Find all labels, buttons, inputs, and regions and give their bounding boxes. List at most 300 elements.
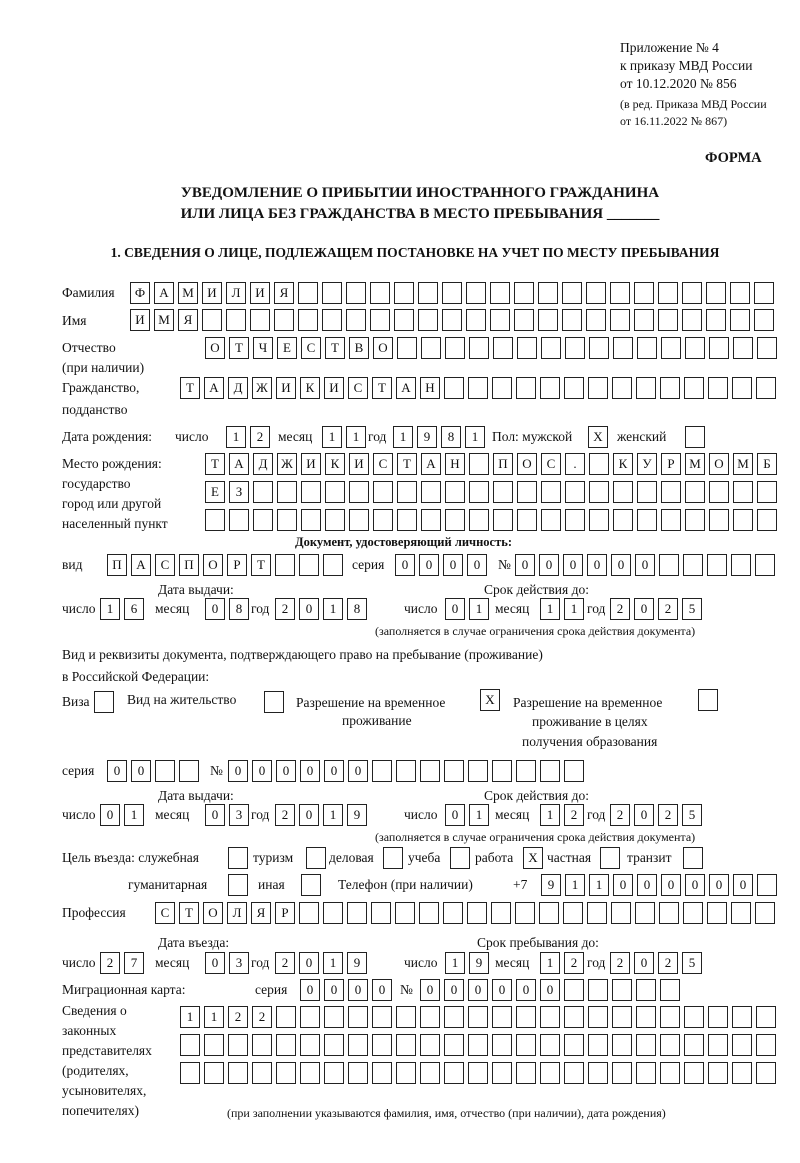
char-cell[interactable] — [492, 1006, 512, 1028]
char-cell[interactable] — [324, 1034, 344, 1056]
char-cell[interactable]: 2 — [275, 598, 295, 620]
char-cell[interactable]: 1 — [465, 426, 485, 448]
char-cell[interactable] — [660, 979, 680, 1001]
char-cell[interactable]: Л — [226, 282, 246, 304]
char-cell[interactable] — [466, 309, 486, 331]
char-cell[interactable] — [709, 337, 729, 359]
checkbox-cell[interactable] — [383, 847, 403, 869]
char-cell[interactable] — [636, 377, 656, 399]
char-cell[interactable] — [469, 453, 489, 475]
right-number-field[interactable] — [228, 760, 584, 782]
char-cell[interactable]: О — [373, 337, 393, 359]
char-cell[interactable] — [397, 337, 417, 359]
char-cell[interactable]: 0 — [685, 874, 705, 896]
char-cell[interactable]: 0 — [131, 760, 151, 782]
char-cell[interactable] — [708, 1062, 728, 1084]
char-cell[interactable] — [490, 282, 510, 304]
char-cell[interactable]: 2 — [564, 952, 584, 974]
doc-issue-month[interactable] — [205, 598, 249, 620]
char-cell[interactable] — [250, 309, 270, 331]
char-cell[interactable] — [348, 1062, 368, 1084]
char-cell[interactable]: Т — [180, 377, 200, 399]
char-cell[interactable] — [565, 481, 585, 503]
char-cell[interactable] — [757, 337, 777, 359]
char-cell[interactable] — [346, 282, 366, 304]
char-cell[interactable] — [706, 282, 726, 304]
purpose-work-checkbox[interactable] — [523, 847, 543, 869]
migration-card-series[interactable] — [300, 979, 392, 1001]
char-cell[interactable]: 5 — [682, 804, 702, 826]
char-cell[interactable]: Е — [277, 337, 297, 359]
char-cell[interactable] — [298, 282, 318, 304]
char-cell[interactable]: 0 — [348, 760, 368, 782]
char-cell[interactable]: 0 — [611, 554, 631, 576]
char-cell[interactable]: Я — [274, 282, 294, 304]
char-cell[interactable] — [637, 509, 657, 531]
char-cell[interactable] — [588, 377, 608, 399]
char-cell[interactable]: 3 — [229, 804, 249, 826]
char-cell[interactable]: 1 — [124, 804, 144, 826]
char-cell[interactable] — [660, 377, 680, 399]
char-cell[interactable] — [395, 902, 415, 924]
char-cell[interactable] — [661, 337, 681, 359]
char-cell[interactable]: 2 — [610, 952, 630, 974]
char-cell[interactable] — [661, 509, 681, 531]
char-cell[interactable] — [564, 1034, 584, 1056]
char-cell[interactable] — [444, 1062, 464, 1084]
birth-month-field[interactable] — [322, 426, 366, 448]
birthplace-field-1[interactable] — [205, 453, 777, 475]
checkbox-cell[interactable] — [228, 874, 248, 896]
char-cell[interactable] — [202, 309, 222, 331]
char-cell[interactable]: 2 — [610, 598, 630, 620]
char-cell[interactable] — [564, 979, 584, 1001]
char-cell[interactable] — [205, 509, 225, 531]
char-cell[interactable] — [660, 1006, 680, 1028]
char-cell[interactable] — [707, 902, 727, 924]
char-cell[interactable] — [492, 760, 512, 782]
char-cell[interactable] — [180, 1062, 200, 1084]
char-cell[interactable]: 0 — [634, 598, 654, 620]
char-cell[interactable] — [589, 481, 609, 503]
char-cell[interactable] — [658, 309, 678, 331]
char-cell[interactable] — [466, 282, 486, 304]
char-cell[interactable] — [755, 902, 775, 924]
residence-permit-checkbox[interactable] — [264, 691, 284, 713]
char-cell[interactable] — [252, 1034, 272, 1056]
char-cell[interactable] — [732, 1062, 752, 1084]
right-valid-day[interactable] — [445, 804, 489, 826]
char-cell[interactable]: О — [203, 554, 223, 576]
char-cell[interactable] — [538, 309, 558, 331]
char-cell[interactable] — [493, 481, 513, 503]
doc-series-field[interactable] — [395, 554, 487, 576]
char-cell[interactable] — [611, 902, 631, 924]
char-cell[interactable]: . — [565, 453, 585, 475]
char-cell[interactable] — [659, 902, 679, 924]
char-cell[interactable] — [226, 309, 246, 331]
char-cell[interactable]: 0 — [613, 874, 633, 896]
char-cell[interactable] — [586, 309, 606, 331]
char-cell[interactable]: 1 — [323, 952, 343, 974]
char-cell[interactable]: 0 — [348, 979, 368, 1001]
right-valid-month[interactable] — [540, 804, 584, 826]
char-cell[interactable]: Т — [251, 554, 271, 576]
char-cell[interactable] — [418, 309, 438, 331]
char-cell[interactable] — [612, 1006, 632, 1028]
char-cell[interactable]: 2 — [275, 952, 295, 974]
char-cell[interactable] — [517, 337, 537, 359]
char-cell[interactable] — [588, 1006, 608, 1028]
char-cell[interactable] — [396, 1006, 416, 1028]
doc-issue-year[interactable] — [275, 598, 367, 620]
char-cell[interactable] — [468, 1006, 488, 1028]
char-cell[interactable]: 1 — [100, 598, 120, 620]
char-cell[interactable]: 2 — [610, 804, 630, 826]
citizenship-field[interactable] — [180, 377, 776, 399]
char-cell[interactable] — [348, 1006, 368, 1028]
char-cell[interactable]: 2 — [564, 804, 584, 826]
char-cell[interactable] — [372, 1006, 392, 1028]
char-cell[interactable] — [685, 337, 705, 359]
char-cell[interactable]: А — [154, 282, 174, 304]
phone-field[interactable] — [541, 874, 777, 896]
char-cell[interactable] — [276, 1062, 296, 1084]
checkbox-cell[interactable] — [685, 426, 705, 448]
char-cell[interactable] — [516, 377, 536, 399]
char-cell[interactable] — [732, 1006, 752, 1028]
char-cell[interactable]: 1 — [204, 1006, 224, 1028]
char-cell[interactable]: Т — [229, 337, 249, 359]
char-cell[interactable] — [396, 1062, 416, 1084]
purpose-humanitarian-checkbox[interactable] — [228, 874, 248, 896]
purpose-tourism-checkbox[interactable] — [306, 847, 326, 869]
char-cell[interactable]: А — [229, 453, 249, 475]
char-cell[interactable] — [708, 377, 728, 399]
char-cell[interactable] — [730, 282, 750, 304]
char-cell[interactable]: 1 — [540, 598, 560, 620]
char-cell[interactable] — [323, 902, 343, 924]
char-cell[interactable]: 3 — [229, 952, 249, 974]
char-cell[interactable] — [394, 282, 414, 304]
char-cell[interactable]: О — [709, 453, 729, 475]
char-cell[interactable]: 0 — [395, 554, 415, 576]
char-cell[interactable] — [396, 760, 416, 782]
char-cell[interactable] — [445, 509, 465, 531]
char-cell[interactable] — [637, 337, 657, 359]
char-cell[interactable] — [348, 1034, 368, 1056]
char-cell[interactable] — [540, 1006, 560, 1028]
char-cell[interactable]: М — [154, 309, 174, 331]
char-cell[interactable] — [469, 509, 489, 531]
char-cell[interactable]: 0 — [228, 760, 248, 782]
char-cell[interactable]: Т — [205, 453, 225, 475]
char-cell[interactable] — [420, 760, 440, 782]
char-cell[interactable] — [322, 309, 342, 331]
birthplace-field-2[interactable] — [205, 481, 777, 503]
char-cell[interactable] — [372, 1034, 392, 1056]
char-cell[interactable]: 2 — [658, 598, 678, 620]
char-cell[interactable] — [469, 481, 489, 503]
char-cell[interactable] — [685, 481, 705, 503]
stay-day[interactable] — [445, 952, 489, 974]
char-cell[interactable] — [613, 509, 633, 531]
char-cell[interactable]: С — [301, 337, 321, 359]
representatives-field-1[interactable] — [180, 1006, 776, 1028]
char-cell[interactable]: 1 — [469, 804, 489, 826]
char-cell[interactable]: 1 — [540, 952, 560, 974]
char-cell[interactable]: И — [349, 453, 369, 475]
char-cell[interactable] — [733, 481, 753, 503]
char-cell[interactable] — [349, 509, 369, 531]
purpose-official-checkbox[interactable] — [228, 847, 248, 869]
char-cell[interactable]: 1 — [346, 426, 366, 448]
char-cell[interactable] — [445, 481, 465, 503]
char-cell[interactable] — [252, 1062, 272, 1084]
char-cell[interactable]: Л — [227, 902, 247, 924]
char-cell[interactable] — [491, 902, 511, 924]
char-cell[interactable] — [516, 1006, 536, 1028]
doc-kind-field[interactable] — [107, 554, 343, 576]
doc-valid-year[interactable] — [610, 598, 702, 620]
right-issue-year[interactable] — [275, 804, 367, 826]
char-cell[interactable] — [684, 1034, 704, 1056]
char-cell[interactable] — [444, 760, 464, 782]
char-cell[interactable] — [325, 509, 345, 531]
char-cell[interactable]: 1 — [180, 1006, 200, 1028]
char-cell[interactable]: 0 — [539, 554, 559, 576]
char-cell[interactable]: 1 — [323, 804, 343, 826]
checkbox-cell[interactable] — [228, 847, 248, 869]
char-cell[interactable] — [301, 481, 321, 503]
char-cell[interactable]: И — [301, 453, 321, 475]
char-cell[interactable]: 1 — [540, 804, 560, 826]
char-cell[interactable] — [610, 282, 630, 304]
char-cell[interactable]: Я — [251, 902, 271, 924]
char-cell[interactable] — [709, 509, 729, 531]
char-cell[interactable]: Д — [253, 453, 273, 475]
char-cell[interactable] — [300, 1006, 320, 1028]
char-cell[interactable] — [228, 1062, 248, 1084]
char-cell[interactable] — [732, 1034, 752, 1056]
char-cell[interactable]: 0 — [540, 979, 560, 1001]
char-cell[interactable] — [516, 760, 536, 782]
char-cell[interactable]: 0 — [420, 979, 440, 1001]
char-cell[interactable]: П — [179, 554, 199, 576]
char-cell[interactable] — [539, 902, 559, 924]
char-cell[interactable]: 9 — [347, 804, 367, 826]
char-cell[interactable]: Д — [228, 377, 248, 399]
checkbox-cell[interactable]: X — [523, 847, 543, 869]
char-cell[interactable] — [610, 309, 630, 331]
name-field[interactable] — [130, 309, 774, 331]
birthplace-field-3[interactable] — [205, 509, 777, 531]
char-cell[interactable] — [612, 1062, 632, 1084]
char-cell[interactable] — [370, 282, 390, 304]
char-cell[interactable] — [468, 377, 488, 399]
char-cell[interactable]: 1 — [226, 426, 246, 448]
char-cell[interactable] — [277, 481, 297, 503]
char-cell[interactable] — [275, 554, 295, 576]
entry-year[interactable] — [275, 952, 367, 974]
char-cell[interactable]: А — [204, 377, 224, 399]
char-cell[interactable] — [420, 1062, 440, 1084]
char-cell[interactable] — [540, 1062, 560, 1084]
char-cell[interactable]: Р — [661, 453, 681, 475]
patronymic-field[interactable] — [205, 337, 777, 359]
char-cell[interactable] — [709, 481, 729, 503]
checkbox-cell[interactable] — [698, 689, 718, 711]
char-cell[interactable]: А — [421, 453, 441, 475]
char-cell[interactable]: М — [733, 453, 753, 475]
char-cell[interactable]: 0 — [419, 554, 439, 576]
char-cell[interactable] — [682, 282, 702, 304]
char-cell[interactable]: 0 — [587, 554, 607, 576]
char-cell[interactable] — [541, 509, 561, 531]
char-cell[interactable]: П — [107, 554, 127, 576]
char-cell[interactable] — [634, 282, 654, 304]
char-cell[interactable] — [442, 282, 462, 304]
char-cell[interactable]: Н — [420, 377, 440, 399]
char-cell[interactable] — [564, 1006, 584, 1028]
purpose-study-checkbox[interactable] — [450, 847, 470, 869]
doc-valid-day[interactable] — [445, 598, 489, 620]
char-cell[interactable]: С — [155, 554, 175, 576]
char-cell[interactable] — [636, 1006, 656, 1028]
char-cell[interactable]: 6 — [124, 598, 144, 620]
char-cell[interactable] — [636, 1062, 656, 1084]
char-cell[interactable] — [636, 1034, 656, 1056]
char-cell[interactable]: 0 — [445, 804, 465, 826]
char-cell[interactable]: 9 — [347, 952, 367, 974]
char-cell[interactable] — [372, 760, 392, 782]
char-cell[interactable] — [683, 554, 703, 576]
right-issue-month[interactable] — [205, 804, 249, 826]
char-cell[interactable] — [180, 1034, 200, 1056]
char-cell[interactable] — [346, 309, 366, 331]
char-cell[interactable] — [538, 282, 558, 304]
representatives-field-2[interactable] — [180, 1034, 776, 1056]
char-cell[interactable] — [754, 282, 774, 304]
char-cell[interactable] — [562, 282, 582, 304]
char-cell[interactable] — [420, 1034, 440, 1056]
char-cell[interactable]: К — [325, 453, 345, 475]
char-cell[interactable] — [588, 1034, 608, 1056]
char-cell[interactable]: У — [637, 453, 657, 475]
char-cell[interactable]: 0 — [635, 554, 655, 576]
char-cell[interactable] — [253, 481, 273, 503]
checkbox-cell[interactable] — [264, 691, 284, 713]
right-issue-day[interactable] — [100, 804, 144, 826]
char-cell[interactable] — [612, 377, 632, 399]
char-cell[interactable]: 2 — [658, 952, 678, 974]
char-cell[interactable]: 0 — [372, 979, 392, 1001]
char-cell[interactable] — [612, 979, 632, 1001]
char-cell[interactable]: Ч — [253, 337, 273, 359]
char-cell[interactable]: 1 — [589, 874, 609, 896]
char-cell[interactable]: 2 — [275, 804, 295, 826]
char-cell[interactable] — [564, 1062, 584, 1084]
char-cell[interactable]: 2 — [250, 426, 270, 448]
char-cell[interactable] — [349, 481, 369, 503]
char-cell[interactable] — [586, 282, 606, 304]
char-cell[interactable]: Б — [757, 453, 777, 475]
char-cell[interactable] — [587, 902, 607, 924]
char-cell[interactable] — [706, 309, 726, 331]
char-cell[interactable] — [276, 1006, 296, 1028]
char-cell[interactable]: 0 — [637, 874, 657, 896]
char-cell[interactable] — [732, 377, 752, 399]
char-cell[interactable] — [468, 760, 488, 782]
char-cell[interactable]: Т — [372, 377, 392, 399]
char-cell[interactable]: 1 — [445, 952, 465, 974]
char-cell[interactable]: 8 — [229, 598, 249, 620]
char-cell[interactable] — [467, 902, 487, 924]
birth-day-field[interactable] — [226, 426, 270, 448]
char-cell[interactable] — [707, 554, 727, 576]
char-cell[interactable] — [733, 337, 753, 359]
char-cell[interactable] — [660, 1034, 680, 1056]
char-cell[interactable]: С — [348, 377, 368, 399]
char-cell[interactable] — [540, 760, 560, 782]
char-cell[interactable]: И — [324, 377, 344, 399]
char-cell[interactable]: 8 — [441, 426, 461, 448]
right-series-field[interactable] — [107, 760, 199, 782]
char-cell[interactable] — [347, 902, 367, 924]
char-cell[interactable] — [155, 760, 175, 782]
char-cell[interactable]: 0 — [516, 979, 536, 1001]
char-cell[interactable] — [565, 337, 585, 359]
char-cell[interactable] — [613, 481, 633, 503]
char-cell[interactable] — [301, 509, 321, 531]
char-cell[interactable] — [517, 481, 537, 503]
char-cell[interactable]: 0 — [445, 598, 465, 620]
profession-field[interactable] — [155, 902, 775, 924]
birth-year-field[interactable] — [393, 426, 485, 448]
char-cell[interactable] — [421, 481, 441, 503]
char-cell[interactable] — [517, 509, 537, 531]
char-cell[interactable] — [659, 554, 679, 576]
char-cell[interactable]: М — [685, 453, 705, 475]
char-cell[interactable] — [493, 509, 513, 531]
char-cell[interactable]: 0 — [492, 979, 512, 1001]
doc-number-field[interactable] — [515, 554, 775, 576]
char-cell[interactable] — [490, 309, 510, 331]
char-cell[interactable] — [730, 309, 750, 331]
char-cell[interactable]: О — [205, 337, 225, 359]
char-cell[interactable] — [324, 1006, 344, 1028]
char-cell[interactable] — [444, 1006, 464, 1028]
char-cell[interactable] — [685, 509, 705, 531]
char-cell[interactable] — [373, 481, 393, 503]
checkbox-cell[interactable] — [600, 847, 620, 869]
char-cell[interactable] — [754, 309, 774, 331]
char-cell[interactable] — [613, 337, 633, 359]
char-cell[interactable] — [445, 337, 465, 359]
char-cell[interactable] — [708, 1006, 728, 1028]
char-cell[interactable] — [179, 760, 199, 782]
char-cell[interactable] — [757, 509, 777, 531]
char-cell[interactable]: 7 — [124, 952, 144, 974]
char-cell[interactable] — [274, 309, 294, 331]
char-cell[interactable] — [493, 337, 513, 359]
char-cell[interactable]: 0 — [661, 874, 681, 896]
char-cell[interactable]: Н — [445, 453, 465, 475]
char-cell[interactable] — [660, 1062, 680, 1084]
char-cell[interactable] — [733, 509, 753, 531]
char-cell[interactable]: 0 — [467, 554, 487, 576]
char-cell[interactable] — [755, 554, 775, 576]
